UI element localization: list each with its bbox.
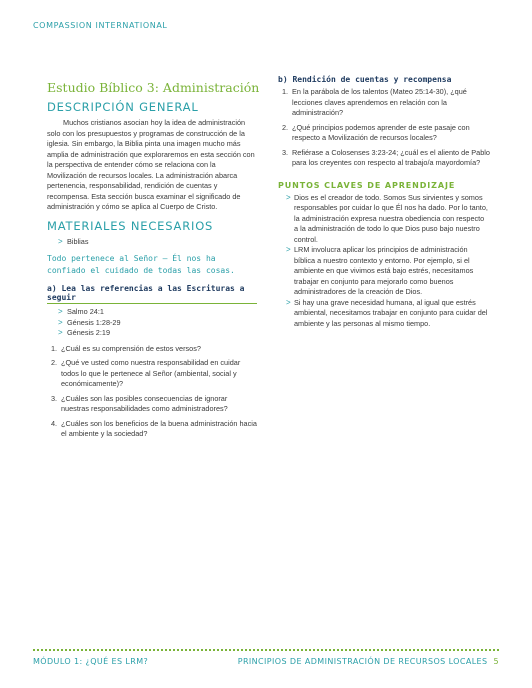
list-item: > Génesis 2:19 bbox=[58, 328, 110, 337]
callout-text: Todo pertenece al Señor – Él nos ha confiado el cuidado de todas las cosas. bbox=[47, 254, 235, 275]
section-b-heading: b) Rendición de cuentas y recompensa bbox=[278, 75, 452, 84]
chevron-right-icon: > bbox=[286, 297, 291, 307]
footer-section-title: PRINCIPIOS DE ADMINISTRACIÓN DE RECURSOS LOCALES bbox=[237, 657, 488, 666]
right-column bbox=[278, 75, 490, 329]
chevron-right-icon: > bbox=[58, 307, 63, 316]
materials-heading: MATERIALES NECESARIOS bbox=[47, 218, 214, 233]
list-item: 2. ¿Qué ve usted como nuestra responsabilidad en cuidar todos lo que le pertenece al Señor (ambiental, social y económicamente)? bbox=[51, 358, 241, 388]
key-points-heading: PUNTOS CLAVES DE APRENDIZAJE bbox=[278, 180, 456, 190]
section-b-questions bbox=[278, 87, 490, 169]
materials-list bbox=[47, 237, 257, 248]
chevron-right-icon: > bbox=[58, 328, 63, 337]
list-item: > Salmo 24:1 bbox=[58, 307, 104, 316]
list-item: 1. ¿Cuál es su comprensión de estos versos? bbox=[51, 343, 201, 353]
chevron-right-icon: > bbox=[58, 317, 63, 327]
section-a-heading: a) Lea las referencias a las Escrituras a seguir bbox=[47, 284, 257, 304]
references-list bbox=[47, 307, 257, 339]
header-brand: COMPASSION INTERNATIONAL bbox=[33, 21, 168, 30]
list-item: > Si hay una grave necesidad humana, al igual que estrés ambiental, necesitamos trabajar en conjunto para cuidar del ambiente y las personas al mismo tiempo. bbox=[286, 297, 488, 328]
page-number: 5 bbox=[493, 657, 499, 666]
list-item: 4. ¿Cuáles son los beneficios de la buena administración hacia el ambiente y la sociedad? bbox=[51, 418, 257, 438]
questions-list bbox=[47, 344, 257, 440]
overview-heading: DESCRIPCIÓN GENERAL bbox=[47, 100, 199, 114]
list-item: > Biblias bbox=[58, 236, 89, 246]
list-item: 2. ¿Qué principios podemos aprender de este pasaje con respecto a Movilización de recursos locales? bbox=[282, 122, 470, 142]
left-column bbox=[47, 80, 260, 444]
list-item: > LRM involucra aplicar los principios de administración bíblica a nuestro contexto y entorno. Por ejemplo, si el ambiente en que vivimos está bajo estrés, necesitamos trabajar en conjunto para mejorarlo como buenos administradores de la creación de Dios. bbox=[286, 245, 474, 296]
list-item: > Génesis 1:28-29 bbox=[58, 317, 121, 327]
list-item: 3. Refiérase a Colosenses 3:23-24; ¿cuál es el aliento de Pablo para los creyentes con respecto al trabajo/a mayordomía? bbox=[282, 147, 490, 167]
chevron-right-icon: > bbox=[286, 192, 291, 202]
list-item: > Dios es el creador de todo. Somos Sus sirvientes y somos responsables por cuidar lo que Él nos ha dado. Por lo tanto, la administración expresa nuestra obediencia con respecto a la administración de todo lo que Dios puso bajo nuestro control. bbox=[286, 192, 488, 244]
list-item: 3. ¿Cuáles son las posibles consecuencias de ignorar nuestras responsabilidades como administradores? bbox=[51, 393, 228, 413]
key-points-list bbox=[278, 193, 490, 330]
chevron-right-icon: > bbox=[58, 236, 63, 246]
footer-divider bbox=[33, 649, 499, 651]
study-title: Estudio Bíblico 3: Administración bbox=[47, 80, 260, 95]
footer-module: MÓDULO 1: ¿QUÉ ES LRM? bbox=[33, 657, 149, 666]
footer-section bbox=[238, 657, 499, 666]
chevron-right-icon: > bbox=[286, 245, 291, 254]
overview-text: Muchos cristianos asocian hoy la idea de administración solo con los presupuestos y programas de construcción de la iglesia. Sin embargo, la Biblia pinta una imagen mucho más amplia de administración que exploraremos en esta sección con la perspectiva de entender cómo se relaciona con la Movilización de recursos locales. La administración abarca pertenencia, responsabilidad, rendición de cuentas y recompensa. Esta sección busca examinar el significado de administración y cómo se aplica al Cuerpo de Cristo. bbox=[47, 118, 255, 211]
list-item: 1. En la parábola de los talentos (Mateo 25:14-30), ¿qué lecciones claves aprendemos en relación con la administración? bbox=[282, 87, 467, 117]
